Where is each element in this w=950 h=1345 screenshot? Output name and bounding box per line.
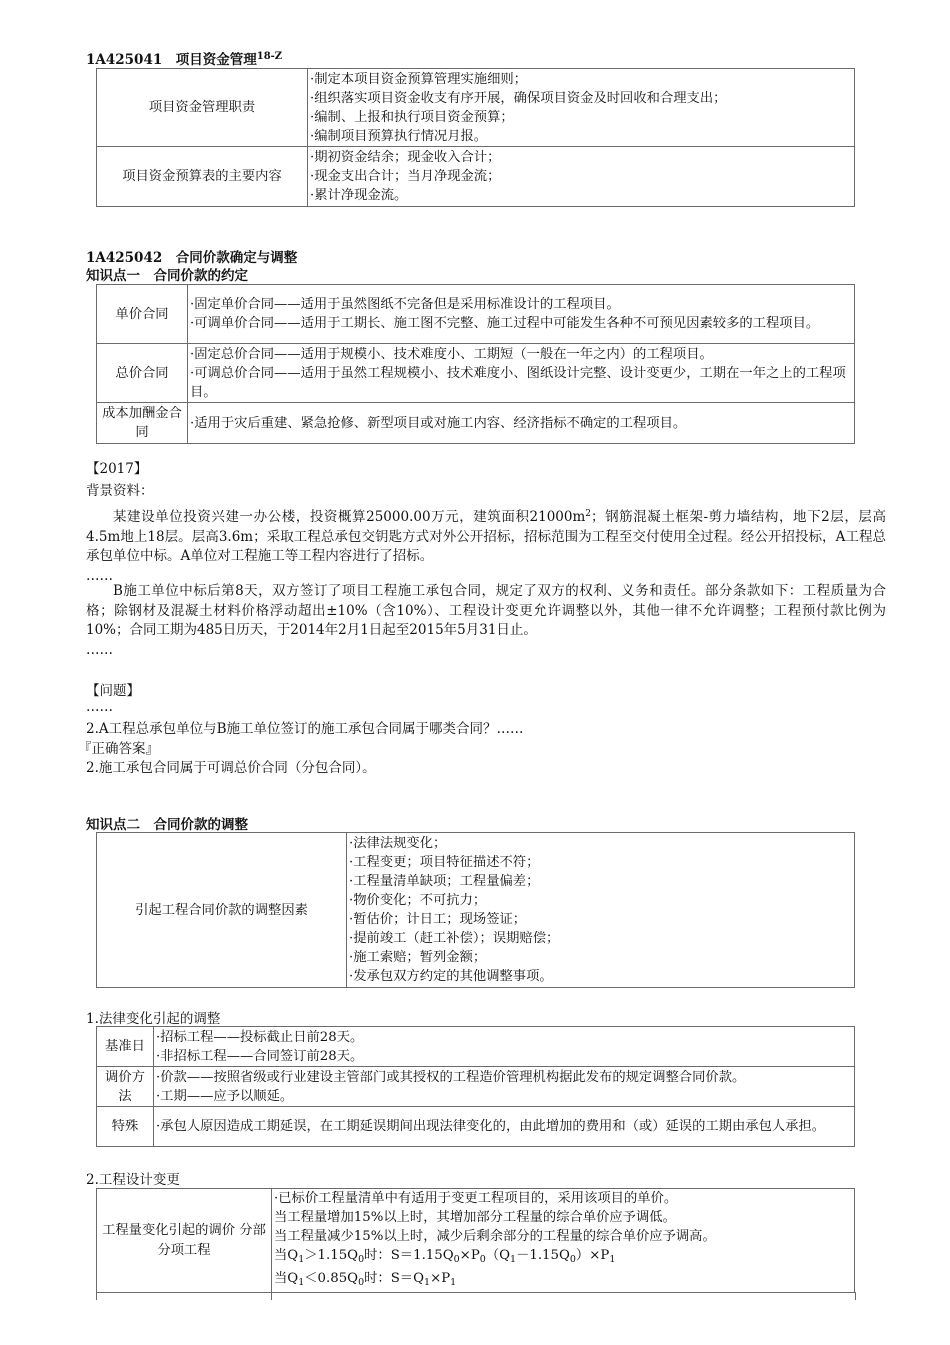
list-item: ·工期——应予以顺延。 xyxy=(156,1088,294,1104)
list-item: ·适用于灾后重建、紧急抢修、新型项目或对施工内容、经济指标不确定的工程项目。 xyxy=(190,415,687,431)
row-label: 总价合同 xyxy=(97,344,188,403)
list-item: ·施工索赔；暂列金额； xyxy=(349,950,487,965)
fund-management-table xyxy=(96,68,855,207)
contract-type-table xyxy=(96,284,855,444)
list-item: ·非招标工程——合同签订前28天。 xyxy=(156,1048,364,1064)
table-continuation-divider xyxy=(271,1292,272,1300)
list-item: ·价款——按照省级或行业建设主管部门或其授权的工程造价管理机构据此发布的规定调整合同价款。 xyxy=(156,1069,746,1085)
list-item: ·已标价工程量清单中有适用于变更工程项目的，采用该项目的单价。 xyxy=(274,1191,678,1206)
table-row xyxy=(97,833,855,988)
knowledge-point-1-title: 知识点一 合同价款的约定 xyxy=(86,268,248,284)
answer-2: 2.施工承包合同属于可调总价合同（分包合同）。 xyxy=(86,760,376,776)
design-change-table xyxy=(96,1188,855,1293)
list-item: ·组织落实项目资金收支有序开展，确保项目资金及时回收和合理支出； xyxy=(310,90,727,106)
row-label: 项目资金管理职责 xyxy=(97,69,308,147)
list-item: ·提前竣工（赶工补偿）；误期赔偿； xyxy=(349,931,560,946)
list-item: ·累计净现金流。 xyxy=(310,188,408,203)
list-item: ·固定总价合同——适用于规模小、技术难度小、工期短（一般在一年之内）的工程项目。 xyxy=(190,346,713,362)
list-item: ·暂估价；计日工；现场签证； xyxy=(349,912,527,927)
answer-label: 『正确答案』 xyxy=(78,741,159,757)
list-item: ·工程变更；项目特征描述不符； xyxy=(349,855,540,870)
row-label: 基准日 xyxy=(97,1027,154,1067)
list-item: ·发承包双方约定的其他调整事项。 xyxy=(349,969,553,984)
background-paragraph-1: 某建设单位投资兴建一办公楼，投资概算25000.00万元，建筑面积$21000m^2$；钢筋混凝土框架-剪力墙结构，地下2层，层高4.5m地上18层。层高3.6m；采取工程总承包交钥匙方式对外公开招标，招标范围为工程至交付使用全过程。经公开招投标，A工程总承包单位中标。A单位对工程施工等工程内容进行了招标。 xyxy=(86,509,886,564)
list-item: ·现金支出合计；当月净现金流； xyxy=(310,169,501,184)
table-row xyxy=(97,69,855,147)
question-label: 【问题】 xyxy=(86,683,140,699)
row-label: 引起工程合同价款的调整因素 xyxy=(97,833,347,988)
list-item: ·固定单价合同——适用于虽然图纸不完备但是采用标准设计的工程项目。 xyxy=(190,297,620,312)
list-item: ·可调总价合同——适用于虽然工程规模小、技术难度小、图纸设计完整、设计变更少，工期在一年之上的工程项目。 xyxy=(190,365,846,400)
ellipsis: …… xyxy=(86,642,113,658)
list-item: ·可调单价合同——适用于工期长、施工图不完整、施工过程中可能发生各种不可预见因素较多的工程项目。 xyxy=(190,316,820,331)
table-row xyxy=(97,147,855,207)
list-item: ·承包人原因造成工期延误，在工期延误期间出现法律变化的，由此增加的费用和（或）延误的工期由承包人承担。 xyxy=(156,1119,826,1134)
table-row xyxy=(97,285,855,344)
table-row xyxy=(97,1027,855,1067)
background-paragraph-2: B施工单位中标后第8天，双方签订了项目工程施工承包合同，规定了双方的权利、义务和责任。部分条款如下：工程质量为合格；除钢材及混凝土材料价格浮动超出±10%（含10%）、工程设计变更允许调整以外，其他一律不允许调整；工程预付款比例为10%；合同工期为485日历天，于2014年2月1日起至2015年5月31日止。 xyxy=(86,583,886,638)
knowledge-point-2-title: 知识点二 合同价款的调整 xyxy=(86,817,248,833)
row-label: 工程量变化引起的调价 分部分项工程 xyxy=(97,1189,272,1293)
case-year: 【2017】 xyxy=(86,461,148,477)
adjustment-factors-table xyxy=(96,832,855,988)
row-label: 项目资金预算表的主要内容 xyxy=(97,147,308,207)
section-title-contract-price: 1A425042 合同价款确定与调整 xyxy=(86,250,298,266)
ellipsis: …… xyxy=(86,568,113,584)
table-row xyxy=(97,403,855,444)
design-change-title: 2.工程设计变更 xyxy=(86,1172,180,1188)
question-2: 2.A工程总承包单位与B施工单位签订的施工承包合同属于哪类合同？…… xyxy=(86,721,524,737)
list-item: ·制定本项目资金预算管理实施细则； xyxy=(310,71,527,87)
table-continuation xyxy=(96,1292,856,1300)
list-item: ·法律法规变化； xyxy=(349,836,447,851)
ellipsis: …… xyxy=(86,699,113,715)
list-item: ·工程量清单缺项；工程量偏差； xyxy=(349,874,540,889)
row-label: 调价方法 xyxy=(97,1067,154,1107)
table-row xyxy=(97,344,855,403)
table-row xyxy=(97,1189,855,1293)
list-item: ·编制项目预算执行情况月报。 xyxy=(310,128,488,144)
formula-decrease: 当$Q_1<0.85Q_0$时：$S=Q_1\times P_1$ xyxy=(274,1271,457,1288)
table-row xyxy=(97,1107,855,1147)
list-item: 当工程量增加15%以上时，其增加部分工程量的综合单价应予调低。 xyxy=(274,1210,676,1225)
row-label: 特殊 xyxy=(97,1107,154,1147)
list-item: ·编制、上报和执行项目资金预算； xyxy=(310,109,514,125)
list-item: ·招标工程——投标截止日前28天。 xyxy=(156,1029,364,1045)
table-row xyxy=(97,1067,855,1107)
law-change-table xyxy=(96,1026,855,1147)
list-item: ·物价变化；不可抗力； xyxy=(349,893,487,908)
list-item: 当工程量减少15%以上时，减少后剩余部分的工程量的综合单价应予调高。 xyxy=(274,1229,716,1244)
row-label: 成本加酬金合同 xyxy=(97,403,188,444)
row-label: 单价合同 xyxy=(97,285,188,344)
formula-increase: 当$Q_1>1.15Q_0$时：$S=1.15Q_0\times P_0(Q_1-1.15Q_0)\times P_1$ xyxy=(274,1248,616,1265)
background-label: 背景资料： xyxy=(86,483,154,499)
section-title-fund-management: 1A425041 项目资金管理$^{18-Z}$ xyxy=(86,51,283,68)
list-item: ·期初资金结余；现金收入合计； xyxy=(310,150,501,165)
law-change-title: 1.法律变化引起的调整 xyxy=(86,1011,221,1027)
